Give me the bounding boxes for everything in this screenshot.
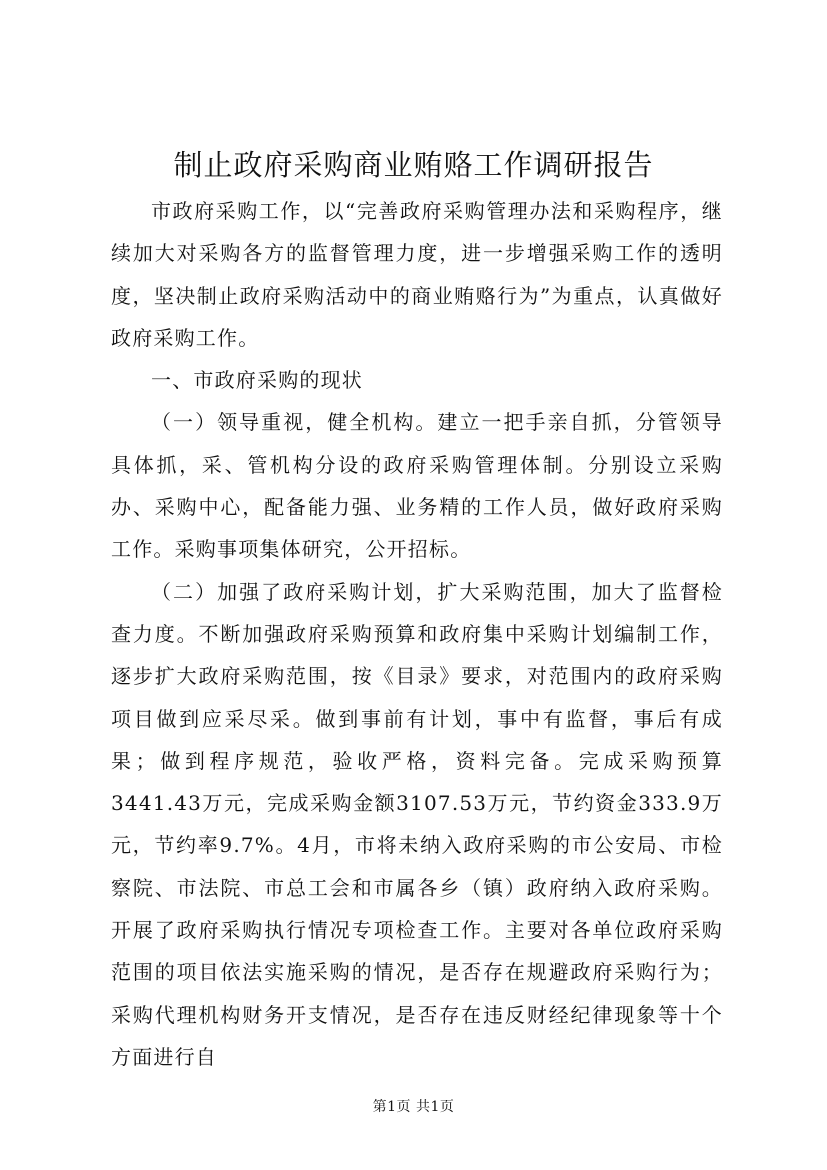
page-footer: 第1页 共1页 bbox=[372, 1099, 455, 1115]
document-body bbox=[111, 190, 723, 1078]
paragraph-leadership: （一）领导重视，健全机构。建立一把手亲自抓，分管领导具体抓，采、管机构分设的政府采购管理体制。分别设立采购办、采购中心，配备能力强、业务精的工作人员，做好政府采购工作。采购事项集体研究，公开招标。 bbox=[111, 410, 723, 562]
paragraph-procurement-plan: （二）加强了政府采购计划，扩大采购范围，加大了监督检查力度。不断加强政府采购预算和政府集中采购计划编制工作，逐步扩大政府采购范围，按《目录》要求，对范围内的政府采购项目做到应采尽采。做到事前有计划，事中有监督，事后有成果；做到程序规范，验收严格，资料完备。完成采购预算3441.43万元，完成采购金额3107.53万元，节约资金333.9万元，节约率9.7%。4月，市将未纳入政府采购的市公安局、市检察院、市法院、市总工会和市属各乡（镇）政府纳入政府采购。开展了政府采购执行情况专项检查工作。主要对各单位政府采购范围的项目依法实施采购的情况，是否存在规避政府采购行为；采购代理机构财务开支情况，是否存在违反财经纪律现象等十个方面进行自 bbox=[111, 579, 723, 1069]
document-title: 制止政府采购商业贿赂工作调研报告 bbox=[173, 148, 654, 182]
paragraph-intro: 市政府采购工作，以“完善政府采购管理办法和采购程序，继续加大对采购各方的监督管理力度，进一步增强采购工作的透明度，坚决制止政府采购活动中的商业贿赂行为”为重点，认真做好政府采购工作。 bbox=[111, 199, 723, 350]
section-heading-status: 一、市政府采购的现状 bbox=[151, 368, 363, 393]
